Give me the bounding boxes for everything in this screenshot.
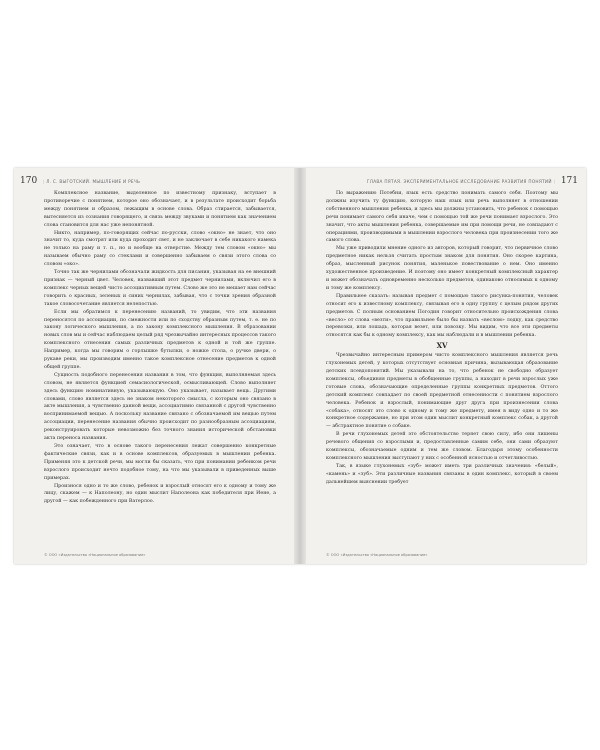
right-page-body bbox=[326, 190, 558, 487]
section-number: XV bbox=[436, 341, 448, 351]
paragraph: Это означает, что в основе такого перенесения лежат совершенно конкретные фактические связи, как и в основе комплексов, образуемых в мышлении ребенка. Применяя это к детской речи, мы могли бы сказать, что при понимании ребенком речи взрослого происходит нечто подобное тому, на что мы указывали в приведенных выше примерах. bbox=[44, 444, 276, 481]
paragraph: В речи глухонемых детей это обстоятельство теряет свою силу, ибо они лишены речевого общения со взрослыми и, предоставленные самим себе, они сами образуют комплексы, обозначаемые одним и тем же словом. Благодаря этому особенности комплексного мышления выступают у них с особенной ясностью и отчетливостью. bbox=[326, 432, 558, 461]
left-page-body bbox=[44, 190, 276, 506]
footer-left: © ООО «Издательство «Национальное образование» bbox=[44, 553, 146, 557]
running-head-right: ГЛАВА ПЯТАЯ. ЭКСПЕРИМЕНТАЛЬНОЕ ИССЛЕДОВАНИЕ РАЗВИТИЯ ПОНЯТИЙ | 171 bbox=[366, 176, 578, 186]
right-page bbox=[302, 168, 586, 564]
paragraph: Сущность подобного перенесения названия в том, что функция, выполняемая здесь словом, не является функцией семасиологической, осмысливающей. Слово выполняет здесь функцию номинативную, указывающую. Оно указывает, называет вещь. Другими словами, слово является здесь не знаком некоторого смысла, с которым оно связано в акте мышления, а чувственно данной вещи, ассоциативно связанной с другой чувственно воспринимаемой вещью. А поскольку название связано с обозначаемой им вещью путем ассоциации, перенесение названия обычно происходит по разнообразным ассоциациям, реконструировать которые невозможно без точного знания исторической обстановки акта переноса названия. bbox=[44, 372, 276, 442]
paragraph: Правильнее сказать: называя предмет с помощью такого рисунка-понятия, человек относит его к известному комплексу, связывая его в одну группу с целым рядом других предметов. С полным основанием Погодин говорит относительно происхождения слова «весло» от слова «везти», что правильнее было бы назвать «веслом» лодку, как средство перевозки, или лошадь, которая везет, или повозку. Мы видим, что все эти предметы относятся как бы к одному комплексу, как мы наблюдали и в мышлении ребенка. bbox=[326, 293, 558, 339]
book-spread bbox=[14, 168, 586, 564]
page-number-left: 170 bbox=[20, 176, 38, 186]
paragraph: Мы уже приводили мнение одного из авторов, который говорит, что первичное слово предметное никак нельзя считать простым знаком для понятия. Оно скорее картина, образ, мысленный рисунок понятия, маленькое повествование о нем. Оно именно художественное произведение. И поэтому оно имеет конкретный комплексный характер и может обозначать одновременно несколько предметов, одинаково относимых к одному и тому же комплексу. bbox=[326, 246, 558, 291]
left-page bbox=[14, 168, 298, 564]
paragraph: Так, в языке глухонемых «зуб» может иметь три различных значения: «белый», «камень» и «зуб». Эти различные названия связаны в один комплекс, который в своем дальнейшем выяснении требует bbox=[326, 463, 558, 485]
running-title-right: ГЛАВА ПЯТАЯ. ЭКСПЕРИМЕНТАЛЬНОЕ ИССЛЕДОВАНИЕ РАЗВИТИЯ ПОНЯТИЙ bbox=[366, 179, 552, 184]
paragraph: Если мы обратимся к перенесению названий, то увидим, что эти названия переносятся по ассоциации, по смежности или по сходству образным путем, т. е. не по закону логического мышления, а по закону комплексного мышления. В образовании новых слов мы и сейчас наблюдаем целый ряд чрезвычайно интересных процессов такого комплексного отнесения самых различных предметов к одной и той же группе. Например, когда мы говорим о горлышке бутылки, о ножке стола, о ручке двери, о рукаве реки, мы производим именно такое комплексное отнесение предметов к одной общей группе. bbox=[44, 309, 276, 370]
paragraph: Чрезвычайно интересным примером чисто комплексного мышления является речь глухонемых детей, у которых отсутствует основная причина, вызывающая образование детских псевдопонятий. Мы указывали на то, что ребенок не свободно образует комплексы, объединяя предметы в обобщенные группы, а находит в речи взрослых уже готовые слова, обозначающие определенные группы конкретных предметов. Оттого детский комплекс совпадает по своей предметной отнесенности с понятием взрослого человека. Ребенок и взрослый, понимающие друг друга при произнесении слова «собака», относят это слово к одному и тому же предмету, имея в виду одно и то же конкретное содержание, но при этом один мыслит конкретный комплекс собак, а другой — абстрактное понятие о собаке. bbox=[326, 353, 558, 430]
paragraph: По выражению Потебни, язык есть средство понимать самого себя. Поэтому мы должны изучить ту функцию, которую наш язык или речь выполняет в отношении собственного мышления ребенка, и здесь мы должны установить, что ребенок с помощью речи понимает самого себя иначе, чем с помощью той же речи понимает взрослого. Это значит, что акты мышления ребенка, совершаемые им при помощи речи, не совпадают с операциями, производимыми в мышлении взрослого человека при произнесении того же самого слова. bbox=[326, 191, 558, 244]
paragraph: Произнося одно и то же слово, ребенок и взрослый относят его к одному и тому же лицу, скажем — к Наполеону, но один мыслит Наполеона как победителя при Иене, а другой — как побежденного при Ватерлоо. bbox=[44, 483, 276, 505]
paragraph: Точно так же чернилами обозначали жидкость для писания, указывая на ее внешний признак — черный цвет. Человек, назвавший этот предмет чернилами, включил его в комплекс черных вещей чисто ассоциативным путем. Слово же это не мешает нам сейчас говорить о красных, зеленых и синих чернилах, забывая, что с точки зрения образной такое словосочетание является нелепостью. bbox=[44, 270, 276, 307]
page-number-right: 171 bbox=[560, 176, 578, 186]
footer-right: © ООО «Издательство «Национальное образование» bbox=[326, 553, 428, 557]
running-head-left: 170 | Л. С. ВЫГОТСКИЙ. МЫШЛЕНИЕ И РЕЧЬ bbox=[20, 176, 141, 186]
paragraph: Никто, например, по-говорящих сейчас по-русски, слово «окно» не знает, что оно значит то, куда смотрят или куда проходит свет, и не заключает в себе никакого намека не только на раму и т. п., но и вообще на отверстие. Между тем словом «окно» мы называем обычно раму со стеклами и совершенно забываем о связи этого слова со словом «око». bbox=[44, 230, 276, 268]
paragraph: Комплексное название, выделенное по известному признаку, вступает в противоречие с понятием, которое оно обозначает, и в результате происходит борьба между понятием и образом, лежащим в основе слова. Образ стирается, забывается, вытесняется из сознания говорящего, и связь между звуками и понятием как значением слова становится для нас уже непонятной. bbox=[44, 191, 276, 228]
running-title-left: Л. С. ВЫГОТСКИЙ. МЫШЛЕНИЕ И РЕЧЬ bbox=[46, 179, 141, 184]
